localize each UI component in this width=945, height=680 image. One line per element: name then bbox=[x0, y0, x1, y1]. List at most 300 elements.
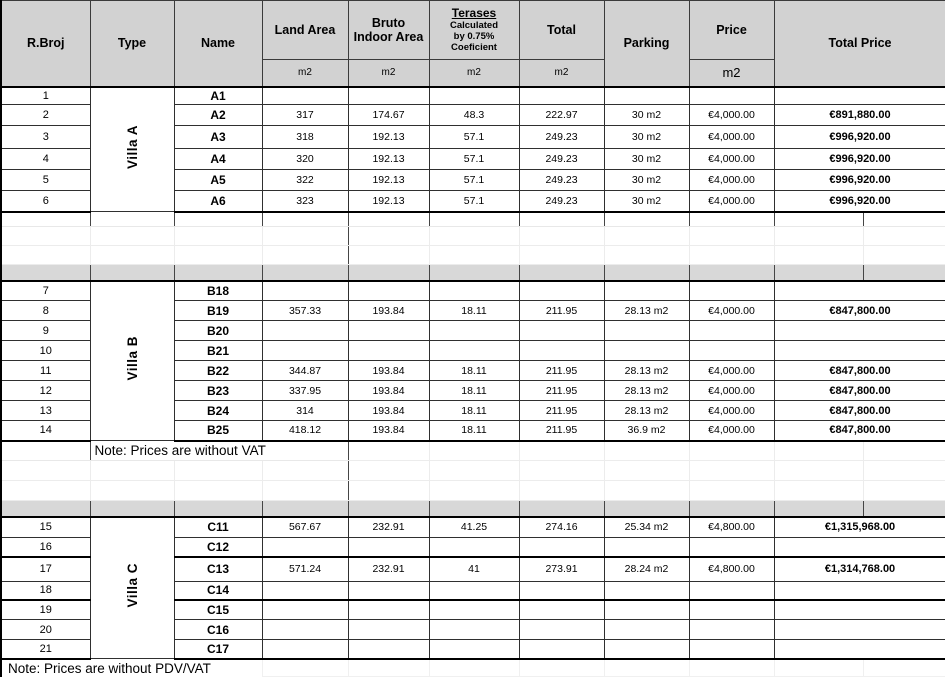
empty-cell[interactable] bbox=[429, 441, 519, 461]
col-header-terases[interactable] bbox=[429, 1, 519, 60]
empty-cell[interactable] bbox=[90, 212, 174, 227]
cell-rbroj[interactable]: 1 bbox=[1, 87, 90, 105]
cell-bruto-area[interactable]: 193.84 bbox=[348, 381, 429, 401]
cell-total[interactable] bbox=[519, 87, 604, 105]
empty-cell[interactable] bbox=[519, 481, 604, 501]
empty-cell[interactable] bbox=[863, 659, 945, 677]
empty-cell[interactable] bbox=[1, 212, 90, 227]
empty-cell[interactable] bbox=[348, 212, 429, 227]
cell-bruto-area[interactable] bbox=[348, 600, 429, 620]
cell-rbroj[interactable]: 19 bbox=[1, 600, 90, 620]
cell-total[interactable]: 249.23 bbox=[519, 149, 604, 170]
cell-bruto-area[interactable]: 192.13 bbox=[348, 126, 429, 149]
cell-total-price[interactable]: €847,800.00 bbox=[774, 361, 945, 381]
cell-total-price[interactable]: €996,920.00 bbox=[774, 191, 945, 212]
empty-cell[interactable] bbox=[774, 441, 863, 461]
separator-cell[interactable] bbox=[604, 501, 689, 517]
empty-cell[interactable] bbox=[174, 246, 262, 265]
empty-cell[interactable] bbox=[774, 481, 863, 501]
cell-land-area[interactable] bbox=[262, 582, 348, 600]
empty-cell[interactable] bbox=[689, 481, 774, 501]
cell-terases[interactable]: 57.1 bbox=[429, 126, 519, 149]
cell-terases[interactable] bbox=[429, 640, 519, 659]
cell-rbroj[interactable]: 13 bbox=[1, 401, 90, 421]
separator-cell[interactable] bbox=[262, 501, 348, 517]
cell-land-area[interactable]: 320 bbox=[262, 149, 348, 170]
cell-rbroj[interactable]: 3 bbox=[1, 126, 90, 149]
separator-cell[interactable] bbox=[429, 265, 519, 281]
cell-terases[interactable]: 18.11 bbox=[429, 381, 519, 401]
empty-cell[interactable] bbox=[174, 212, 262, 227]
cell-name[interactable]: C11 bbox=[174, 517, 262, 538]
cell-terases[interactable]: 18.11 bbox=[429, 421, 519, 441]
empty-cell[interactable] bbox=[519, 227, 604, 246]
cell-terases[interactable] bbox=[429, 582, 519, 600]
cell-bruto-area[interactable]: 232.91 bbox=[348, 517, 429, 538]
cell-price[interactable] bbox=[689, 321, 774, 341]
cell-name[interactable]: B18 bbox=[174, 281, 262, 301]
cell-parking[interactable]: 28.13 m2 bbox=[604, 381, 689, 401]
cell-total[interactable] bbox=[519, 281, 604, 301]
empty-cell[interactable] bbox=[774, 659, 863, 677]
cell-terases[interactable] bbox=[429, 281, 519, 301]
cell-total-price[interactable] bbox=[774, 281, 945, 301]
empty-cell[interactable] bbox=[863, 246, 945, 265]
cell-name[interactable]: C12 bbox=[174, 538, 262, 557]
cell-parking[interactable] bbox=[604, 321, 689, 341]
cell-terases[interactable]: 57.1 bbox=[429, 170, 519, 191]
cell-land-area[interactable]: 317 bbox=[262, 105, 348, 126]
separator-cell[interactable] bbox=[174, 501, 262, 517]
empty-cell[interactable] bbox=[519, 461, 604, 481]
cell-terases[interactable]: 18.11 bbox=[429, 361, 519, 381]
cell-total[interactable] bbox=[519, 640, 604, 659]
cell-total[interactable] bbox=[519, 341, 604, 361]
separator-cell[interactable] bbox=[689, 265, 774, 281]
cell-price[interactable]: €4,000.00 bbox=[689, 301, 774, 321]
cell-name[interactable]: B22 bbox=[174, 361, 262, 381]
col-header-land-area[interactable]: Land Area bbox=[262, 1, 348, 60]
empty-cell[interactable] bbox=[90, 461, 174, 481]
cell-name[interactable]: B25 bbox=[174, 421, 262, 441]
col-header-total-price[interactable]: Total Price bbox=[774, 1, 945, 87]
cell-total-price[interactable] bbox=[774, 87, 945, 105]
separator-cell[interactable] bbox=[519, 501, 604, 517]
empty-cell[interactable] bbox=[262, 481, 348, 501]
col-header-name[interactable]: Name bbox=[174, 1, 262, 87]
cell-land-area[interactable] bbox=[262, 620, 348, 640]
empty-cell[interactable] bbox=[1, 461, 90, 481]
separator-cell[interactable] bbox=[262, 265, 348, 281]
cell-rbroj[interactable]: 8 bbox=[1, 301, 90, 321]
separator-cell[interactable] bbox=[689, 501, 774, 517]
separator-cell[interactable] bbox=[863, 265, 945, 281]
cell-parking[interactable] bbox=[604, 600, 689, 620]
cell-terases[interactable]: 41 bbox=[429, 557, 519, 582]
cell-parking[interactable] bbox=[604, 87, 689, 105]
separator-cell[interactable] bbox=[774, 501, 863, 517]
cell-parking[interactable] bbox=[604, 281, 689, 301]
cell-price[interactable] bbox=[689, 87, 774, 105]
empty-cell[interactable] bbox=[348, 481, 429, 501]
cell-land-area[interactable]: 337.95 bbox=[262, 381, 348, 401]
cell-terases[interactable] bbox=[429, 620, 519, 640]
cell-parking[interactable]: 30 m2 bbox=[604, 149, 689, 170]
cell-land-area[interactable]: 567.67 bbox=[262, 517, 348, 538]
cell-terases[interactable] bbox=[429, 321, 519, 341]
cell-bruto-area[interactable] bbox=[348, 281, 429, 301]
cell-parking[interactable] bbox=[604, 341, 689, 361]
separator-cell[interactable] bbox=[429, 501, 519, 517]
separator-cell[interactable] bbox=[348, 501, 429, 517]
cell-price[interactable] bbox=[689, 620, 774, 640]
cell-terases[interactable]: 41.25 bbox=[429, 517, 519, 538]
cell-total-price[interactable]: €847,800.00 bbox=[774, 421, 945, 441]
empty-cell[interactable] bbox=[519, 441, 604, 461]
empty-cell[interactable] bbox=[604, 441, 689, 461]
col-header-parking[interactable]: Parking bbox=[604, 1, 689, 87]
cell-total-price[interactable]: €996,920.00 bbox=[774, 126, 945, 149]
unit-bruto[interactable]: m2 bbox=[348, 60, 429, 87]
separator-cell[interactable] bbox=[348, 265, 429, 281]
separator-cell[interactable] bbox=[174, 265, 262, 281]
cell-total-price[interactable]: €891,880.00 bbox=[774, 105, 945, 126]
empty-cell[interactable] bbox=[604, 659, 689, 677]
cell-parking[interactable]: 25.34 m2 bbox=[604, 517, 689, 538]
empty-cell[interactable] bbox=[689, 246, 774, 265]
cell-name[interactable]: C15 bbox=[174, 600, 262, 620]
empty-cell[interactable] bbox=[604, 246, 689, 265]
cell-total[interactable]: 249.23 bbox=[519, 191, 604, 212]
cell-price[interactable]: €4,000.00 bbox=[689, 381, 774, 401]
note-pdv-vat-cell[interactable]: Note: Prices are without PDV/VAT bbox=[1, 659, 262, 677]
empty-cell[interactable] bbox=[1, 441, 90, 461]
empty-cell[interactable] bbox=[429, 246, 519, 265]
separator-cell[interactable] bbox=[90, 265, 174, 281]
cell-name[interactable]: A1 bbox=[174, 87, 262, 105]
cell-parking[interactable] bbox=[604, 640, 689, 659]
empty-cell[interactable] bbox=[174, 227, 262, 246]
cell-terases[interactable]: 18.11 bbox=[429, 401, 519, 421]
cell-terases[interactable]: 18.11 bbox=[429, 301, 519, 321]
cell-rbroj[interactable]: 14 bbox=[1, 421, 90, 441]
cell-total-price[interactable]: €1,315,968.00 bbox=[774, 517, 945, 538]
empty-cell[interactable] bbox=[429, 227, 519, 246]
cell-rbroj[interactable]: 9 bbox=[1, 321, 90, 341]
empty-cell[interactable] bbox=[1, 227, 90, 246]
empty-cell[interactable] bbox=[1, 481, 90, 501]
col-header-type[interactable]: Type bbox=[90, 1, 174, 87]
empty-cell[interactable] bbox=[90, 227, 174, 246]
cell-name[interactable]: A4 bbox=[174, 149, 262, 170]
cell-price[interactable] bbox=[689, 341, 774, 361]
empty-cell[interactable] bbox=[689, 227, 774, 246]
empty-cell[interactable] bbox=[429, 212, 519, 227]
cell-total[interactable] bbox=[519, 600, 604, 620]
cell-total-price[interactable]: €847,800.00 bbox=[774, 381, 945, 401]
unit-terases[interactable]: m2 bbox=[429, 60, 519, 87]
cell-total-price[interactable]: €847,800.00 bbox=[774, 401, 945, 421]
col-header-price[interactable]: Price bbox=[689, 1, 774, 60]
cell-price[interactable]: €4,800.00 bbox=[689, 517, 774, 538]
cell-land-area[interactable] bbox=[262, 321, 348, 341]
cell-price[interactable] bbox=[689, 281, 774, 301]
cell-total-price[interactable] bbox=[774, 620, 945, 640]
cell-bruto-area[interactable]: 193.84 bbox=[348, 301, 429, 321]
cell-name[interactable]: C16 bbox=[174, 620, 262, 640]
empty-cell[interactable] bbox=[429, 659, 519, 677]
empty-cell[interactable] bbox=[689, 441, 774, 461]
empty-cell[interactable] bbox=[262, 227, 348, 246]
cell-rbroj[interactable]: 17 bbox=[1, 557, 90, 582]
col-header-rbroj[interactable]: R.Broj bbox=[1, 1, 90, 87]
cell-land-area[interactable] bbox=[262, 600, 348, 620]
cell-total[interactable] bbox=[519, 582, 604, 600]
cell-price[interactable]: €4,000.00 bbox=[689, 105, 774, 126]
cell-land-area[interactable]: 322 bbox=[262, 170, 348, 191]
cell-total-price[interactable] bbox=[774, 321, 945, 341]
cell-bruto-area[interactable]: 192.13 bbox=[348, 191, 429, 212]
cell-parking[interactable]: 30 m2 bbox=[604, 191, 689, 212]
empty-cell[interactable] bbox=[689, 212, 774, 227]
villa-type-cell[interactable] bbox=[90, 281, 174, 441]
cell-total[interactable]: 211.95 bbox=[519, 361, 604, 381]
cell-name[interactable]: C13 bbox=[174, 557, 262, 582]
empty-cell[interactable] bbox=[863, 481, 945, 501]
cell-parking[interactable]: 30 m2 bbox=[604, 105, 689, 126]
cell-price[interactable]: €4,000.00 bbox=[689, 170, 774, 191]
cell-parking[interactable] bbox=[604, 582, 689, 600]
cell-price[interactable]: €4,800.00 bbox=[689, 557, 774, 582]
empty-cell[interactable] bbox=[348, 227, 429, 246]
cell-total[interactable]: 249.23 bbox=[519, 126, 604, 149]
cell-land-area[interactable] bbox=[262, 341, 348, 361]
empty-cell[interactable] bbox=[262, 246, 348, 265]
cell-name[interactable]: B21 bbox=[174, 341, 262, 361]
cell-rbroj[interactable]: 12 bbox=[1, 381, 90, 401]
cell-bruto-area[interactable]: 192.13 bbox=[348, 149, 429, 170]
cell-price[interactable]: €4,000.00 bbox=[689, 149, 774, 170]
cell-terases[interactable] bbox=[429, 538, 519, 557]
cell-rbroj[interactable]: 21 bbox=[1, 640, 90, 659]
cell-rbroj[interactable]: 4 bbox=[1, 149, 90, 170]
empty-cell[interactable] bbox=[519, 659, 604, 677]
cell-terases[interactable] bbox=[429, 600, 519, 620]
cell-name[interactable]: A2 bbox=[174, 105, 262, 126]
cell-name[interactable]: B24 bbox=[174, 401, 262, 421]
cell-bruto-area[interactable]: 193.84 bbox=[348, 401, 429, 421]
cell-terases[interactable] bbox=[429, 341, 519, 361]
empty-cell[interactable] bbox=[174, 481, 262, 501]
cell-name[interactable]: C17 bbox=[174, 640, 262, 659]
cell-parking[interactable]: 28.13 m2 bbox=[604, 301, 689, 321]
cell-total-price[interactable]: €1,314,768.00 bbox=[774, 557, 945, 582]
cell-parking[interactable]: 28.13 m2 bbox=[604, 361, 689, 381]
cell-price[interactable]: €4,000.00 bbox=[689, 361, 774, 381]
cell-total-price[interactable] bbox=[774, 600, 945, 620]
separator-cell[interactable] bbox=[1, 501, 90, 517]
empty-cell[interactable] bbox=[348, 461, 429, 481]
cell-bruto-area[interactable] bbox=[348, 321, 429, 341]
empty-cell[interactable] bbox=[604, 212, 689, 227]
empty-cell[interactable] bbox=[519, 212, 604, 227]
separator-cell[interactable] bbox=[774, 265, 863, 281]
villa-type-cell[interactable] bbox=[90, 517, 174, 659]
cell-price[interactable] bbox=[689, 582, 774, 600]
cell-price[interactable]: €4,000.00 bbox=[689, 191, 774, 212]
cell-price[interactable]: €4,000.00 bbox=[689, 401, 774, 421]
empty-cell[interactable] bbox=[774, 461, 863, 481]
cell-bruto-area[interactable]: 193.84 bbox=[348, 421, 429, 441]
cell-parking[interactable]: 30 m2 bbox=[604, 126, 689, 149]
cell-total[interactable] bbox=[519, 620, 604, 640]
empty-cell[interactable] bbox=[863, 227, 945, 246]
cell-terases[interactable]: 48.3 bbox=[429, 105, 519, 126]
cell-total-price[interactable] bbox=[774, 640, 945, 659]
cell-rbroj[interactable]: 11 bbox=[1, 361, 90, 381]
empty-cell[interactable] bbox=[90, 481, 174, 501]
cell-land-area[interactable]: 418.12 bbox=[262, 421, 348, 441]
cell-rbroj[interactable]: 20 bbox=[1, 620, 90, 640]
cell-parking[interactable]: 36.9 m2 bbox=[604, 421, 689, 441]
cell-total-price[interactable] bbox=[774, 582, 945, 600]
cell-land-area[interactable]: 323 bbox=[262, 191, 348, 212]
empty-cell[interactable] bbox=[90, 246, 174, 265]
empty-cell[interactable] bbox=[262, 212, 348, 227]
cell-parking[interactable]: 30 m2 bbox=[604, 170, 689, 191]
empty-cell[interactable] bbox=[604, 481, 689, 501]
cell-parking[interactable]: 28.24 m2 bbox=[604, 557, 689, 582]
cell-land-area[interactable]: 571.24 bbox=[262, 557, 348, 582]
empty-cell[interactable] bbox=[348, 246, 429, 265]
empty-cell[interactable] bbox=[774, 212, 863, 227]
cell-total[interactable]: 274.16 bbox=[519, 517, 604, 538]
cell-price[interactable] bbox=[689, 600, 774, 620]
separator-cell[interactable] bbox=[90, 501, 174, 517]
empty-cell[interactable] bbox=[689, 461, 774, 481]
separator-cell[interactable] bbox=[604, 265, 689, 281]
cell-bruto-area[interactable] bbox=[348, 538, 429, 557]
cell-terases[interactable]: 57.1 bbox=[429, 191, 519, 212]
cell-parking[interactable] bbox=[604, 538, 689, 557]
empty-cell[interactable] bbox=[348, 441, 429, 461]
cell-bruto-area[interactable] bbox=[348, 87, 429, 105]
cell-total[interactable]: 211.95 bbox=[519, 401, 604, 421]
cell-land-area[interactable]: 344.87 bbox=[262, 361, 348, 381]
cell-rbroj[interactable]: 18 bbox=[1, 582, 90, 600]
cell-name[interactable]: A3 bbox=[174, 126, 262, 149]
cell-price[interactable] bbox=[689, 640, 774, 659]
cell-rbroj[interactable]: 5 bbox=[1, 170, 90, 191]
cell-name[interactable]: A6 bbox=[174, 191, 262, 212]
cell-price[interactable]: €4,000.00 bbox=[689, 421, 774, 441]
cell-price[interactable]: €4,000.00 bbox=[689, 126, 774, 149]
cell-land-area[interactable] bbox=[262, 281, 348, 301]
villa-type-cell[interactable] bbox=[90, 87, 174, 212]
cell-name[interactable]: B19 bbox=[174, 301, 262, 321]
cell-total-price[interactable] bbox=[774, 538, 945, 557]
cell-land-area[interactable] bbox=[262, 640, 348, 659]
empty-cell[interactable] bbox=[604, 461, 689, 481]
separator-cell[interactable] bbox=[1, 265, 90, 281]
cell-total[interactable]: 211.95 bbox=[519, 381, 604, 401]
cell-bruto-area[interactable] bbox=[348, 341, 429, 361]
cell-rbroj[interactable]: 16 bbox=[1, 538, 90, 557]
empty-cell[interactable] bbox=[774, 246, 863, 265]
empty-cell[interactable] bbox=[863, 441, 945, 461]
empty-cell[interactable] bbox=[519, 246, 604, 265]
cell-land-area[interactable]: 314 bbox=[262, 401, 348, 421]
cell-rbroj[interactable]: 7 bbox=[1, 281, 90, 301]
cell-total[interactable]: 211.95 bbox=[519, 301, 604, 321]
empty-cell[interactable] bbox=[863, 461, 945, 481]
cell-total-price[interactable]: €847,800.00 bbox=[774, 301, 945, 321]
cell-bruto-area[interactable] bbox=[348, 582, 429, 600]
col-header-total[interactable]: Total bbox=[519, 1, 604, 60]
separator-cell[interactable] bbox=[519, 265, 604, 281]
cell-parking[interactable] bbox=[604, 620, 689, 640]
cell-rbroj[interactable]: 15 bbox=[1, 517, 90, 538]
cell-bruto-area[interactable] bbox=[348, 640, 429, 659]
cell-bruto-area[interactable]: 192.13 bbox=[348, 170, 429, 191]
cell-total[interactable]: 273.91 bbox=[519, 557, 604, 582]
empty-cell[interactable] bbox=[604, 227, 689, 246]
cell-price[interactable] bbox=[689, 538, 774, 557]
empty-cell[interactable] bbox=[863, 212, 945, 227]
empty-cell[interactable] bbox=[174, 461, 262, 481]
cell-land-area[interactable]: 318 bbox=[262, 126, 348, 149]
cell-land-area[interactable] bbox=[262, 538, 348, 557]
separator-cell[interactable] bbox=[863, 501, 945, 517]
cell-terases[interactable] bbox=[429, 87, 519, 105]
empty-cell[interactable] bbox=[429, 481, 519, 501]
empty-cell[interactable] bbox=[429, 461, 519, 481]
empty-cell[interactable] bbox=[348, 659, 429, 677]
cell-terases[interactable]: 57.1 bbox=[429, 149, 519, 170]
cell-total[interactable]: 211.95 bbox=[519, 421, 604, 441]
cell-total[interactable] bbox=[519, 538, 604, 557]
cell-bruto-area[interactable] bbox=[348, 620, 429, 640]
empty-cell[interactable] bbox=[774, 227, 863, 246]
cell-name[interactable]: B20 bbox=[174, 321, 262, 341]
cell-name[interactable]: B23 bbox=[174, 381, 262, 401]
cell-bruto-area[interactable]: 174.67 bbox=[348, 105, 429, 126]
empty-cell[interactable] bbox=[262, 659, 348, 677]
cell-rbroj[interactable]: 10 bbox=[1, 341, 90, 361]
cell-total[interactable] bbox=[519, 321, 604, 341]
empty-cell[interactable] bbox=[262, 461, 348, 481]
unit-land-area[interactable]: m2 bbox=[262, 60, 348, 87]
cell-total[interactable]: 222.97 bbox=[519, 105, 604, 126]
cell-bruto-area[interactable]: 193.84 bbox=[348, 361, 429, 381]
cell-name[interactable]: C14 bbox=[174, 582, 262, 600]
cell-total[interactable]: 249.23 bbox=[519, 170, 604, 191]
col-header-bruto-indoor-area[interactable] bbox=[348, 1, 429, 60]
cell-parking[interactable]: 28.13 m2 bbox=[604, 401, 689, 421]
empty-cell[interactable] bbox=[1, 246, 90, 265]
cell-rbroj[interactable]: 2 bbox=[1, 105, 90, 126]
cell-land-area[interactable] bbox=[262, 87, 348, 105]
cell-land-area[interactable]: 357.33 bbox=[262, 301, 348, 321]
empty-cell[interactable] bbox=[689, 659, 774, 677]
unit-price[interactable]: m2 bbox=[689, 60, 774, 87]
cell-name[interactable]: A5 bbox=[174, 170, 262, 191]
cell-rbroj[interactable]: 6 bbox=[1, 191, 90, 212]
unit-total[interactable]: m2 bbox=[519, 60, 604, 87]
cell-total-price[interactable]: €996,920.00 bbox=[774, 170, 945, 191]
cell-total-price[interactable]: €996,920.00 bbox=[774, 149, 945, 170]
cell-total-price[interactable] bbox=[774, 341, 945, 361]
